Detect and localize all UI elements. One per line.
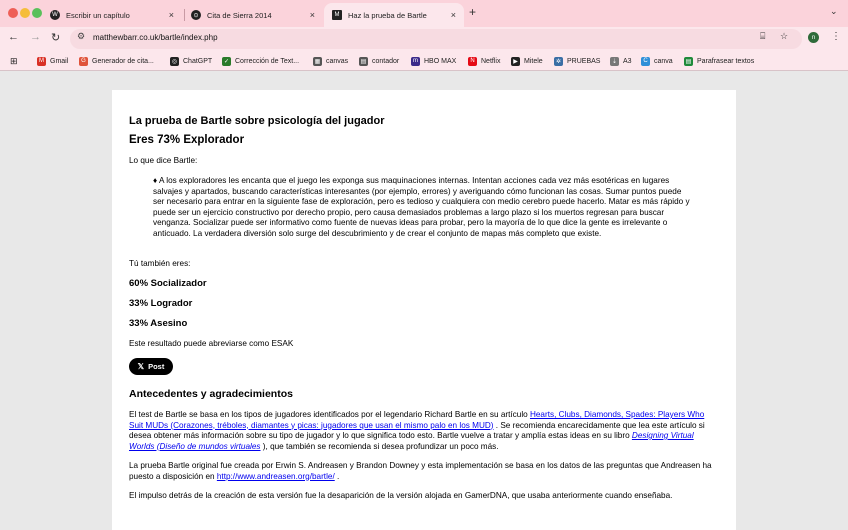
- site-info-icon[interactable]: ⚙: [77, 31, 86, 41]
- forward-arrow-icon[interactable]: →: [30, 31, 41, 43]
- tab-strip: [0, 0, 848, 27]
- tab-favicon-icon: M: [332, 10, 342, 20]
- bookmark-paraphrase[interactable]: [684, 55, 754, 67]
- bookmark-netflix[interactable]: [468, 55, 500, 67]
- canva-icon: C: [641, 57, 650, 66]
- bookmark-label: Parafrasear textos: [697, 57, 755, 65]
- explorer-description: ♦ A los exploradores les encanta que el juego les exponga sus maquinaciones internas. Intentan acciones cada vez más esotéricas en lugares salvajes y apartados, buscando características interesantes (por ejemplo, errores) y averiguando cómo funcionan las cosas. Sumar puntos puede ser necesario para entrar en la siguiente fase de exploración, pero es tedioso y cualquiera con medio cerebro puede hacerlo. Matar es más rápido y puede ser un ejercicio constructivo por derecho propio, pero causa demasiados problemas a largo plazo si los muertos regresan para buscar venganza. Socializar puede ser informativo como fuente de nuevas ideas para probar, pero la mayoría de lo que dice la gente es irrelevante o anticuado. La verdadera diversión solo surge del descubrimiento y de crear el conjunto de mapas más completo que existe.: [153, 176, 690, 238]
- url-text[interactable]: matthewbarr.co.uk/bartle/index.php: [93, 33, 218, 42]
- bookmark-label: HBO MAX: [424, 57, 457, 65]
- pruebas-icon: ✲: [555, 58, 562, 65]
- canvas-icon: ▦: [314, 58, 321, 65]
- background-paragraph-1: [129, 410, 719, 452]
- minimize-window-button[interactable]: [20, 8, 30, 18]
- text-segment: La prueba Bartle original fue creada por Erwin S. Andreasen y Brandon Downey y esta implementación se basa en los datos de las preguntas que Andreasen ha puesto a disposición en: [129, 461, 712, 481]
- bookmark-check[interactable]: [222, 55, 299, 67]
- bookmark-label: Generador de cita...: [92, 57, 154, 65]
- bookmark-label: canva: [654, 57, 673, 65]
- bookmark-label: canvas: [326, 57, 349, 65]
- bookmark-chatgpt[interactable]: [170, 55, 212, 67]
- mitele-icon: ▶: [511, 57, 520, 66]
- bookmark-gmail[interactable]: [37, 55, 68, 67]
- bookmark-label: Gmail: [50, 57, 69, 65]
- check-icon: ✓: [223, 58, 230, 65]
- also-label: Tú también eres:: [129, 259, 191, 268]
- new-tab-button[interactable]: +: [469, 5, 477, 19]
- counter-icon: ▤: [360, 58, 367, 65]
- bookmark-canvas[interactable]: [313, 55, 348, 67]
- gmail-icon: M: [39, 58, 44, 64]
- abbreviation-text: Este resultado puede abreviarse como ESAK: [129, 339, 294, 348]
- bookmark-label: A3: [623, 57, 632, 65]
- bookmark-counter[interactable]: [359, 55, 399, 67]
- tab-bartle[interactable]: [324, 3, 464, 27]
- hbo-icon: m: [413, 58, 418, 64]
- text-segment: ), que también se recomienda si desea profundizar un poco más.: [260, 441, 499, 451]
- bartle-article-link[interactable]: Hearts, Clubs, Diamonds, Spades: Players Who Suit MUDs (Corazones, tréboles, diamantes y picas: jugadores que usan el mismo palo en los MUD): [129, 410, 705, 430]
- back-arrow-icon[interactable]: ←: [8, 31, 19, 43]
- says-label: Lo que dice Bartle:: [129, 156, 198, 165]
- x-logo-icon: 𝕏: [137, 362, 145, 371]
- text-segment: .: [334, 471, 340, 481]
- tab-close-icon[interactable]: ×: [450, 10, 456, 20]
- bookmark-label: Mitele: [524, 57, 543, 65]
- close-window-button[interactable]: [8, 8, 18, 18]
- background-heading: Antecedentes y agradecimientos: [129, 388, 293, 400]
- bookmark-a3[interactable]: [610, 55, 632, 67]
- apps-grid-icon[interactable]: ⊞: [10, 55, 18, 66]
- tab-favicon-icon: W: [50, 10, 60, 20]
- tab-close-icon[interactable]: ×: [309, 10, 315, 20]
- maximize-window-button[interactable]: [32, 8, 42, 18]
- translate-icon[interactable]: ⌸: [760, 31, 766, 41]
- andreasen-link[interactable]: http://www.andreasen.org/bartle/: [216, 471, 335, 481]
- tab-title: Escribir un capítulo: [66, 10, 130, 20]
- chatgpt-icon: ◎: [171, 58, 178, 65]
- bookmark-star-icon[interactable]: ☆: [780, 31, 789, 41]
- tab-title: Cita de Sierra 2014: [207, 10, 272, 20]
- menu-kebab-icon[interactable]: ⋮: [831, 31, 841, 42]
- a3-icon: ⇣: [611, 58, 618, 65]
- bookmark-mitele[interactable]: [511, 55, 543, 67]
- bookmark-label: contador: [372, 57, 400, 65]
- bookmark-label: ChatGPT: [183, 57, 213, 65]
- bookmark-label: PRUEBAS: [567, 57, 601, 65]
- tab-search-chevron-icon[interactable]: ⌄: [830, 6, 838, 16]
- tab-escribir[interactable]: [42, 3, 182, 27]
- tab-title: Haz la prueba de Bartle: [348, 10, 427, 20]
- bookmark-label: Corrección de Text...: [235, 57, 300, 65]
- book-link[interactable]: Designing Virtual Worlds (Diseño de mundos virtuales: [129, 431, 694, 451]
- bookmark-label: Netflix: [481, 57, 501, 65]
- tab-favicon-icon: ⊙: [191, 10, 201, 20]
- paraphrase-icon: ▤: [685, 58, 692, 65]
- other-type-socializer: 60% Socializador: [129, 278, 207, 289]
- tab-close-icon[interactable]: ×: [168, 10, 174, 20]
- text-segment: El test de Bartle se basa en los tipos de jugadores identificados por el legendario Richard Bartle en su artículo: [129, 410, 530, 419]
- text-segment: . Se recomienda encarecidamente que lea este artículo si desea obtener más información sobre su tipo de jugador y lo que significa todo esto. Bartle vuelve a tratar y amplía estas ideas en su libro: [129, 420, 705, 440]
- bookmark-canva[interactable]: [641, 55, 673, 67]
- netflix-icon: N: [468, 57, 477, 66]
- other-type-killer: 33% Asesino: [129, 318, 188, 329]
- bookmark-hbo[interactable]: [411, 55, 456, 67]
- reload-icon[interactable]: ↻: [51, 32, 61, 44]
- background-paragraph-2: [129, 461, 719, 482]
- post-label: Post: [148, 362, 165, 371]
- tab-cita-sierra[interactable]: [183, 3, 323, 27]
- generator-icon: G: [79, 57, 88, 66]
- profile-avatar[interactable]: n: [808, 32, 819, 43]
- post-to-x-button[interactable]: [129, 358, 173, 375]
- result-heading: Eres 73% Explorador: [129, 134, 245, 146]
- background-paragraph-3: El impulso detrás de la creación de esta versión fue la desaparición de la versión alojada en GamerDNA, que usaba anteriormente cuando enseñaba.: [129, 491, 673, 500]
- page-title: La prueba de Bartle sobre psicología del jugador: [129, 115, 385, 127]
- other-type-achiever: 33% Logrador: [129, 298, 193, 309]
- bookmark-pruebas[interactable]: [554, 55, 600, 67]
- bookmark-generator[interactable]: [79, 55, 154, 67]
